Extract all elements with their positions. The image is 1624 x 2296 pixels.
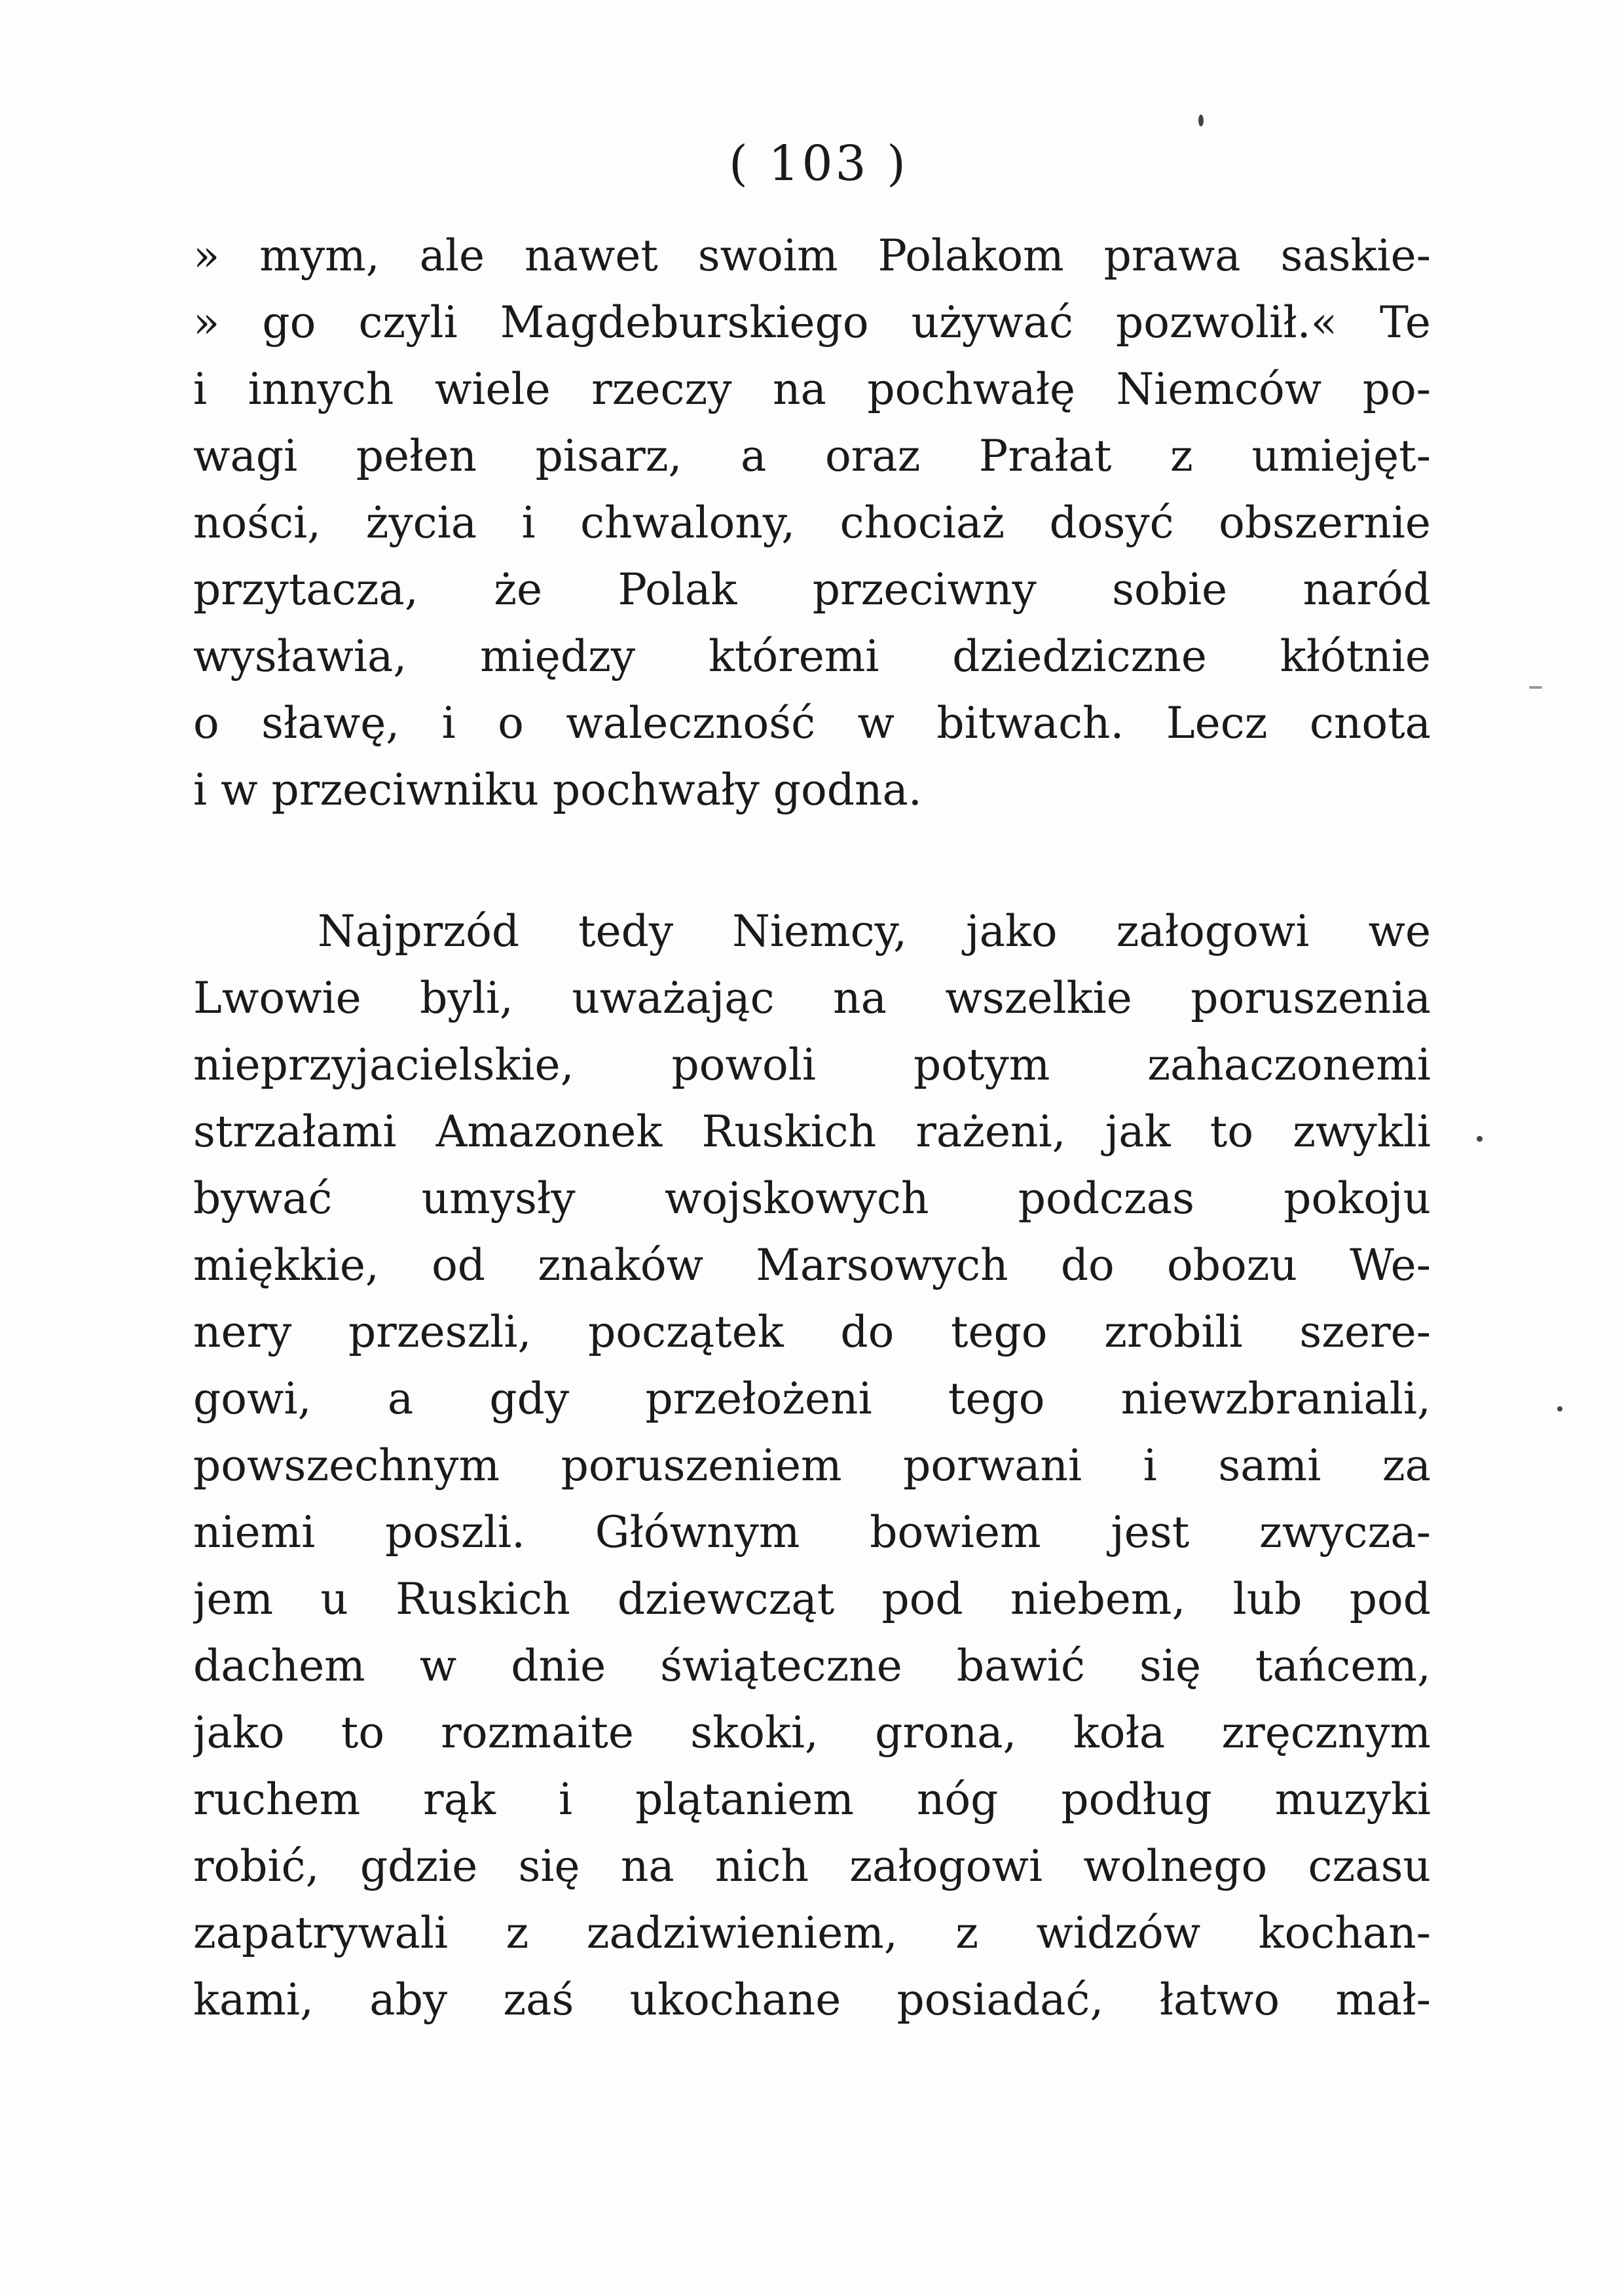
- text-line: wysławia, między któremi dziedziczne kłótnie: [193, 631, 1431, 682]
- text-line: jako to rozmaite skoki, grona, koła zręcznym: [193, 1707, 1431, 1758]
- scan-speck: [1557, 1406, 1562, 1412]
- text-line: kami, aby zaś ukochane posiadać, łatwo mał-: [193, 1975, 1431, 2025]
- text-line: o sławę, i o waleczność w bitwach. Lecz cnota: [193, 698, 1431, 748]
- text-line: bywać umysły wojskowych podczas pokoju: [193, 1173, 1431, 1224]
- text-line: Najprzód tedy Niemcy, jako załogowi we: [318, 906, 1431, 957]
- text-line: wagi pełen pisarz, a oraz Prałat z umiejęt-: [193, 431, 1431, 481]
- text-line: i innych wiele rzeczy na pochwałę Niemców po-: [193, 364, 1431, 414]
- text-line: dachem w dnie świąteczne bawić się tańcem,: [193, 1641, 1431, 1691]
- text-line: » go czyli Magdeburskiego używać pozwolił.« Te: [193, 297, 1431, 348]
- text-line: powszechnym poruszeniem porwani i sami za: [193, 1440, 1431, 1491]
- page-number: ( 103 ): [728, 136, 909, 192]
- text-line: » mym, ale nawet swoim Polakom prawa saskie-: [193, 230, 1431, 281]
- scan-speck: [1477, 1136, 1483, 1142]
- text-line: przytacza, że Polak przeciwny sobie naród: [193, 564, 1431, 615]
- text-line: i w przeciwniku pochwały godna.: [193, 765, 922, 815]
- text-line: nery przeszli, początek do tego zrobili szere-: [193, 1307, 1431, 1357]
- text-line: miękkie, od znaków Marsowych do obozu We-: [193, 1240, 1431, 1290]
- text-line: Lwowie byli, uważając na wszelkie poruszenia: [193, 973, 1431, 1023]
- text-line: ruchem rąk i plątaniem nóg podług muzyki: [193, 1774, 1431, 1825]
- paragraph-2: [193, 898, 1431, 2033]
- text-line: strzałami Amazonek Ruskich rażeni, jak to zwykli: [193, 1106, 1431, 1157]
- text-line: nieprzyjacielskie, powoli potym zahaczonemi: [193, 1040, 1431, 1090]
- text-line: jem u Ruskich dziewcząt pod niebem, lub pod: [193, 1574, 1431, 1624]
- text-line: gowi, a gdy przełożeni tego niewzbraniali,: [193, 1374, 1431, 1424]
- scan-speck: [1198, 115, 1204, 126]
- text-line: robić, gdzie się na nich załogowi wolnego czasu: [193, 1841, 1431, 1891]
- text-line: niemi poszli. Głównym bowiem jest zwycza-: [193, 1507, 1431, 1558]
- scan-speck: [1529, 686, 1542, 689]
- paragraph-1: [193, 223, 1431, 824]
- text-line: zapatrywali z zadziwieniem, z widzów kochan-: [193, 1908, 1431, 1958]
- text-line: ności, życia i chwalony, chociaż dosyć obszernie: [193, 498, 1431, 548]
